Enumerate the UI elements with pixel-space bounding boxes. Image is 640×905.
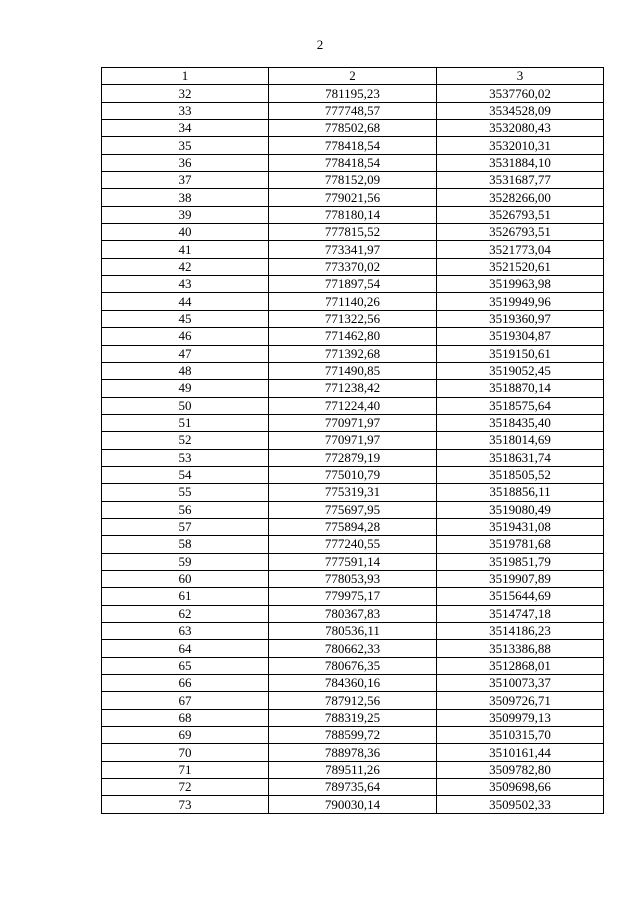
y-coordinate-cell: 3513386,88 — [437, 640, 604, 657]
y-coordinate-cell: 3514186,23 — [437, 623, 604, 640]
table-header — [102, 68, 604, 85]
table-row — [102, 605, 604, 622]
table-row — [102, 154, 604, 171]
x-coordinate-cell: 771224,40 — [269, 397, 437, 414]
y-coordinate-cell: 3519431,08 — [437, 518, 604, 535]
x-coordinate-cell: 775894,28 — [269, 518, 437, 535]
table-row — [102, 570, 604, 587]
point-number-cell: 45 — [102, 310, 269, 327]
y-coordinate-cell: 3518856,11 — [437, 484, 604, 501]
table-row — [102, 588, 604, 605]
page-number: 2 — [316, 37, 324, 52]
y-coordinate-cell: 3526793,51 — [437, 224, 604, 241]
table-row — [102, 692, 604, 709]
x-coordinate-cell: 771462,80 — [269, 328, 437, 345]
table-row — [102, 120, 604, 137]
x-coordinate-cell: 784360,16 — [269, 675, 437, 692]
x-coordinate-cell: 779021,56 — [269, 189, 437, 206]
x-coordinate-cell: 779975,17 — [269, 588, 437, 605]
y-coordinate-cell: 3532080,43 — [437, 120, 604, 137]
point-number-cell: 56 — [102, 501, 269, 518]
x-coordinate-cell: 780536,11 — [269, 623, 437, 640]
y-coordinate-cell: 3512868,01 — [437, 657, 604, 674]
point-number-cell: 33 — [102, 102, 269, 119]
table-row — [102, 675, 604, 692]
table-row — [102, 484, 604, 501]
y-coordinate-cell: 3531884,10 — [437, 154, 604, 171]
y-coordinate-cell: 3519781,68 — [437, 536, 604, 553]
table-row — [102, 362, 604, 379]
x-coordinate-cell: 789511,26 — [269, 761, 437, 778]
point-number-cell: 61 — [102, 588, 269, 605]
point-number-cell: 40 — [102, 224, 269, 241]
table-row — [102, 779, 604, 796]
x-coordinate-cell: 778180,14 — [269, 206, 437, 223]
table-row — [102, 224, 604, 241]
y-coordinate-cell: 3509726,71 — [437, 692, 604, 709]
y-coordinate-cell: 3518014,69 — [437, 432, 604, 449]
y-coordinate-cell: 3519963,98 — [437, 276, 604, 293]
point-number-cell: 49 — [102, 380, 269, 397]
y-coordinate-cell: 3532010,31 — [437, 137, 604, 154]
table-row — [102, 258, 604, 275]
point-number-cell: 46 — [102, 328, 269, 345]
table-row — [102, 501, 604, 518]
table-row — [102, 727, 604, 744]
y-coordinate-cell: 3518631,74 — [437, 449, 604, 466]
x-coordinate-cell: 778502,68 — [269, 120, 437, 137]
y-coordinate-cell: 3518575,64 — [437, 397, 604, 414]
y-coordinate-cell: 3519949,96 — [437, 293, 604, 310]
point-number-cell: 36 — [102, 154, 269, 171]
coordinates-table — [101, 67, 604, 814]
table-row — [102, 241, 604, 258]
header-cell: 2 — [269, 68, 437, 85]
table-row — [102, 761, 604, 778]
point-number-cell: 67 — [102, 692, 269, 709]
point-number-cell: 43 — [102, 276, 269, 293]
table-row — [102, 345, 604, 362]
point-number-cell: 63 — [102, 623, 269, 640]
y-coordinate-cell: 3509502,33 — [437, 796, 604, 813]
table-row — [102, 449, 604, 466]
x-coordinate-cell: 772879,19 — [269, 449, 437, 466]
y-coordinate-cell: 3528266,00 — [437, 189, 604, 206]
x-coordinate-cell: 773341,97 — [269, 241, 437, 258]
point-number-cell: 53 — [102, 449, 269, 466]
x-coordinate-cell: 775319,31 — [269, 484, 437, 501]
table-row — [102, 85, 604, 102]
point-number-cell: 35 — [102, 137, 269, 154]
point-number-cell: 73 — [102, 796, 269, 813]
y-coordinate-cell: 3519907,89 — [437, 570, 604, 587]
table-row — [102, 657, 604, 674]
x-coordinate-cell: 770971,97 — [269, 432, 437, 449]
table-row — [102, 466, 604, 483]
x-coordinate-cell: 777748,57 — [269, 102, 437, 119]
table-row — [102, 432, 604, 449]
y-coordinate-cell: 3518870,14 — [437, 380, 604, 397]
point-number-cell: 71 — [102, 761, 269, 778]
table-row — [102, 172, 604, 189]
point-number-cell: 55 — [102, 484, 269, 501]
x-coordinate-cell: 787912,56 — [269, 692, 437, 709]
point-number-cell: 70 — [102, 744, 269, 761]
point-number-cell: 51 — [102, 414, 269, 431]
x-coordinate-cell: 778418,54 — [269, 137, 437, 154]
table-row — [102, 709, 604, 726]
table-row — [102, 414, 604, 431]
x-coordinate-cell: 777240,55 — [269, 536, 437, 553]
point-number-cell: 48 — [102, 362, 269, 379]
x-coordinate-cell: 788978,36 — [269, 744, 437, 761]
point-number-cell: 64 — [102, 640, 269, 657]
table-row — [102, 380, 604, 397]
point-number-cell: 42 — [102, 258, 269, 275]
point-number-cell: 41 — [102, 241, 269, 258]
y-coordinate-cell: 3509979,13 — [437, 709, 604, 726]
y-coordinate-cell: 3518435,40 — [437, 414, 604, 431]
point-number-cell: 44 — [102, 293, 269, 310]
point-number-cell: 68 — [102, 709, 269, 726]
table-row — [102, 137, 604, 154]
x-coordinate-cell: 777815,52 — [269, 224, 437, 241]
x-coordinate-cell: 780662,33 — [269, 640, 437, 657]
x-coordinate-cell: 781195,23 — [269, 85, 437, 102]
point-number-cell: 47 — [102, 345, 269, 362]
x-coordinate-cell: 771140,26 — [269, 293, 437, 310]
y-coordinate-cell: 3515644,69 — [437, 588, 604, 605]
point-number-cell: 60 — [102, 570, 269, 587]
x-coordinate-cell: 790030,14 — [269, 796, 437, 813]
y-coordinate-cell: 3510073,37 — [437, 675, 604, 692]
table-row — [102, 518, 604, 535]
table-body — [102, 85, 604, 813]
point-number-cell: 52 — [102, 432, 269, 449]
x-coordinate-cell: 775010,79 — [269, 466, 437, 483]
point-number-cell: 59 — [102, 553, 269, 570]
table-row — [102, 310, 604, 327]
table-row — [102, 293, 604, 310]
y-coordinate-cell: 3521773,04 — [437, 241, 604, 258]
y-coordinate-cell: 3531687,77 — [437, 172, 604, 189]
table-row — [102, 276, 604, 293]
point-number-cell: 62 — [102, 605, 269, 622]
y-coordinate-cell: 3519304,87 — [437, 328, 604, 345]
x-coordinate-cell: 788319,25 — [269, 709, 437, 726]
x-coordinate-cell: 788599,72 — [269, 727, 437, 744]
x-coordinate-cell: 771490,85 — [269, 362, 437, 379]
table-row — [102, 623, 604, 640]
point-number-cell: 57 — [102, 518, 269, 535]
point-number-cell: 65 — [102, 657, 269, 674]
y-coordinate-cell: 3519150,61 — [437, 345, 604, 362]
table-row — [102, 328, 604, 345]
y-coordinate-cell: 3519080,49 — [437, 501, 604, 518]
point-number-cell: 32 — [102, 85, 269, 102]
y-coordinate-cell: 3534528,09 — [437, 102, 604, 119]
table-row — [102, 536, 604, 553]
x-coordinate-cell: 780676,35 — [269, 657, 437, 674]
x-coordinate-cell: 778152,09 — [269, 172, 437, 189]
x-coordinate-cell: 771322,56 — [269, 310, 437, 327]
point-number-cell: 34 — [102, 120, 269, 137]
point-number-cell: 66 — [102, 675, 269, 692]
y-coordinate-cell: 3537760,02 — [437, 85, 604, 102]
table-row — [102, 796, 604, 813]
y-coordinate-cell: 3518505,52 — [437, 466, 604, 483]
point-number-cell: 39 — [102, 206, 269, 223]
y-coordinate-cell: 3521520,61 — [437, 258, 604, 275]
point-number-cell: 72 — [102, 779, 269, 796]
table-row — [102, 206, 604, 223]
header-cell: 3 — [437, 68, 604, 85]
y-coordinate-cell: 3509782,80 — [437, 761, 604, 778]
table-row — [102, 640, 604, 657]
x-coordinate-cell: 777591,14 — [269, 553, 437, 570]
x-coordinate-cell: 771392,68 — [269, 345, 437, 362]
point-number-cell: 50 — [102, 397, 269, 414]
table-row — [102, 102, 604, 119]
x-coordinate-cell: 780367,83 — [269, 605, 437, 622]
y-coordinate-cell: 3519851,79 — [437, 553, 604, 570]
y-coordinate-cell: 3519360,97 — [437, 310, 604, 327]
point-number-cell: 54 — [102, 466, 269, 483]
x-coordinate-cell: 771238,42 — [269, 380, 437, 397]
x-coordinate-cell: 778053,93 — [269, 570, 437, 587]
y-coordinate-cell: 3519052,45 — [437, 362, 604, 379]
table-row — [102, 397, 604, 414]
y-coordinate-cell: 3514747,18 — [437, 605, 604, 622]
x-coordinate-cell: 789735,64 — [269, 779, 437, 796]
point-number-cell: 58 — [102, 536, 269, 553]
y-coordinate-cell: 3510161,44 — [437, 744, 604, 761]
table-row — [102, 744, 604, 761]
y-coordinate-cell: 3510315,70 — [437, 727, 604, 744]
x-coordinate-cell: 773370,02 — [269, 258, 437, 275]
x-coordinate-cell: 775697,95 — [269, 501, 437, 518]
table-row — [102, 553, 604, 570]
point-number-cell: 37 — [102, 172, 269, 189]
point-number-cell: 38 — [102, 189, 269, 206]
y-coordinate-cell: 3509698,66 — [437, 779, 604, 796]
table-row — [102, 189, 604, 206]
x-coordinate-cell: 770971,97 — [269, 414, 437, 431]
x-coordinate-cell: 778418,54 — [269, 154, 437, 171]
header-row — [102, 68, 604, 85]
x-coordinate-cell: 771897,54 — [269, 276, 437, 293]
header-cell: 1 — [102, 68, 269, 85]
point-number-cell: 69 — [102, 727, 269, 744]
y-coordinate-cell: 3526793,51 — [437, 206, 604, 223]
